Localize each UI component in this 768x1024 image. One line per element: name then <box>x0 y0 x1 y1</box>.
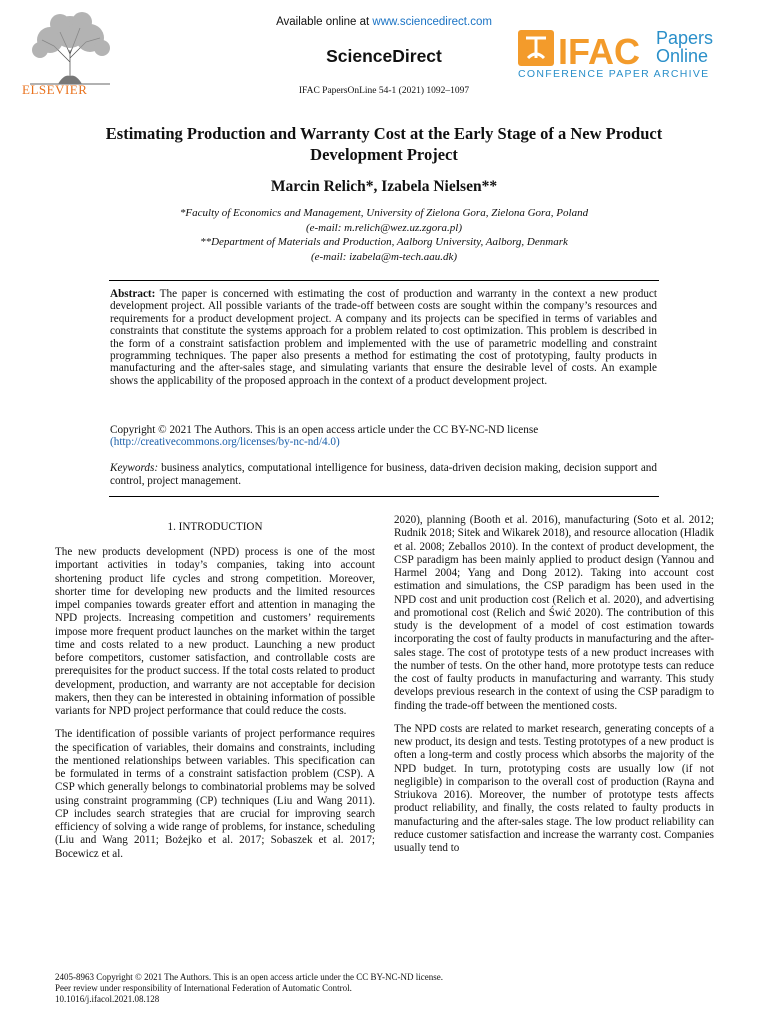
paper-title: Estimating Production and Warranty Cost at the Early Stage of a New Product Development Project <box>105 124 663 164</box>
ifac-word: IFAC <box>558 31 641 72</box>
affiliation-line: (e-mail: izabela@m-tech.aau.dk) <box>310 250 458 263</box>
paper-authors: Marcin Relich*, Izabela Nielsen** <box>270 178 498 195</box>
abstract-text: The paper is concerned with estimating the cost of production and warranty in the context a new product development project. All possible variants of the trade-off between costs are sought within the company’s resources and requirements for a product development project. A company and its projects can be specified in terms of variables and constraints that constitute the systems approach for a problem related to cost optimization. This problem is described in the form of a constraint satisfaction problem and implemented with the use of parametric modelling and constraint programming techniques. The paper also presents a method for estimating the cost of prototyping, faulty products in manufacturing and the after-sales stage, and simulating variants that ensure the desirable level of costs. An example shows the applicability of the proposed approach in the context of a product development project. <box>110 288 657 387</box>
affiliation-line: **Department of Materials and Production, Aalborg University, Aalborg, Denmark <box>200 236 568 248</box>
affiliation-line: (e-mail: m.relich@wez.uz.zgora.pl) <box>305 221 463 234</box>
license-link[interactable]: (http://creativecommons.org/licenses/by-nc-nd/4.0) <box>110 436 340 449</box>
available-prefix: Available online at <box>276 16 373 28</box>
paragraph: The identification of possible variants of project performance requires the specification of variables, their domains and constraints, including the mentioned relationships between variables. This specification can be formulated in terms of a constraint satisfaction problem (CSP). A CSP which generally belongs to combinatorial problems may be solved using constraint programming (CP) techniques (Liu and Wang 2011). CP includes search strategies that are crucial for improving search efficiency of solving a wide range of problems, for instance, scheduling (Liu and Wang 2011; Bożejko et al. 2017; Sobaszek et al. 2017; Bocewicz et al. <box>55 728 375 860</box>
footer-doi[interactable]: 10.1016/j.ifacol.2021.08.128 <box>55 994 160 1004</box>
abstract-label: Abstract: <box>110 288 156 300</box>
ifac-papers-word: Papers <box>656 28 714 48</box>
sciencedirect-link[interactable]: www.sciencedirect.com <box>372 16 492 28</box>
keywords-text: business analytics, computational intelligence for business, data-driven decision making, decision support and control, project management. <box>110 462 657 487</box>
section-heading: 1. INTRODUCTION <box>167 521 263 533</box>
left-column <box>55 546 375 871</box>
paragraph: The new products development (NPD) process is one of the most important activities in today’s companies, taking into account shortening product life cycles and strong competition. Moreover, shorter time for developing new products and the limited resources impel companies towards greater effort and attention in managing the NPD projects. Increasing competition and customers’ requirements impose more frequent product launches on the market within the target time and costs related to a new product. Launching a new product before competitors, customer satisfaction, and controllable costs are prerequisites for the product success. If the total costs related to product development, production, and warranty are not acceptable for decision makers, then they can be interested in obtaining information of possible variants for NPD project performance that could reduce the costs. <box>55 546 375 717</box>
publisher-name: ELSEVIER <box>22 82 88 97</box>
sciencedirect-brand: ScienceDirect <box>326 46 442 66</box>
affiliation-line: *Faculty of Economics and Management, University of Zielona Gora, Zielona Gora, Poland <box>179 207 589 219</box>
keywords <box>110 462 657 488</box>
keywords-label: Keywords: <box>110 462 159 474</box>
paragraph: The NPD costs are related to market research, generating concepts of a new product, its design and tests. Testing prototypes of a new product is often a long-term and costly process which absorbs the majority of the NPD budget. In turn, prototyping costs are usually low (if not negligible) in comparison to the overall cost of production (Rayna and Striukova 2016). Moreover, the number of prototype tests affects product reliability, and finally, the costs related to faulty products in manufacturing and the after-sales stage. The low product reliability can reduce customer satisfaction and increase the warranty cost. Companies usually tend to <box>394 722 714 854</box>
footer-line: 2405-8963 Copyright © 2021 The Authors. This is an open access article under the CC BY-NC-ND license. <box>55 972 443 982</box>
abstract <box>110 288 657 387</box>
affiliations <box>0 206 768 264</box>
paragraph: 2020), planning (Booth et al. 2016), manufacturing (Soto et al. 2012; Rudnik 2018; Sitek and Wikarek 2018), and resource allocation (Hladik et al. 2008; Zeballos 2010). In the context of product development, the CSP paradigm has been mainly applied to product design (Yannou and Harmel 2004; Yang and Dong 2012). Taking into account cost estimation and simulations, the CSP paradigm has been used in the NPD cost and unit production cost (Relich et al. 2020), and advertising and promotional cost (Relich and Świć 2020). The contribution of this study is the development of a model of cost estimation towards incorporating the cost of faulty products in manufacturing and the after-sales stage. The cost of prototype tests of a new product increases with the number of tests. On the other hand, more prototype tests can reduce the cost of faulty products in manufacturing and warranty. This study develops previous research in the context of using the CSP paradigm to finding the trade-off between the mentioned costs. <box>394 514 714 712</box>
page-footer <box>55 972 655 1005</box>
conference-archive-label: CONFERENCE PAPER ARCHIVE <box>518 68 710 80</box>
ifac-online-word: Online <box>656 46 709 66</box>
right-column <box>394 514 714 865</box>
journal-reference: IFAC PapersOnLine 54-1 (2021) 1092–1097 <box>298 86 470 96</box>
copyright-text: Copyright © 2021 The Authors. This is an open access article under the CC BY-NC-ND license <box>110 424 539 436</box>
footer-line: Peer review under responsibility of International Federation of Automatic Control. <box>55 983 352 993</box>
copyright-notice <box>110 424 657 449</box>
